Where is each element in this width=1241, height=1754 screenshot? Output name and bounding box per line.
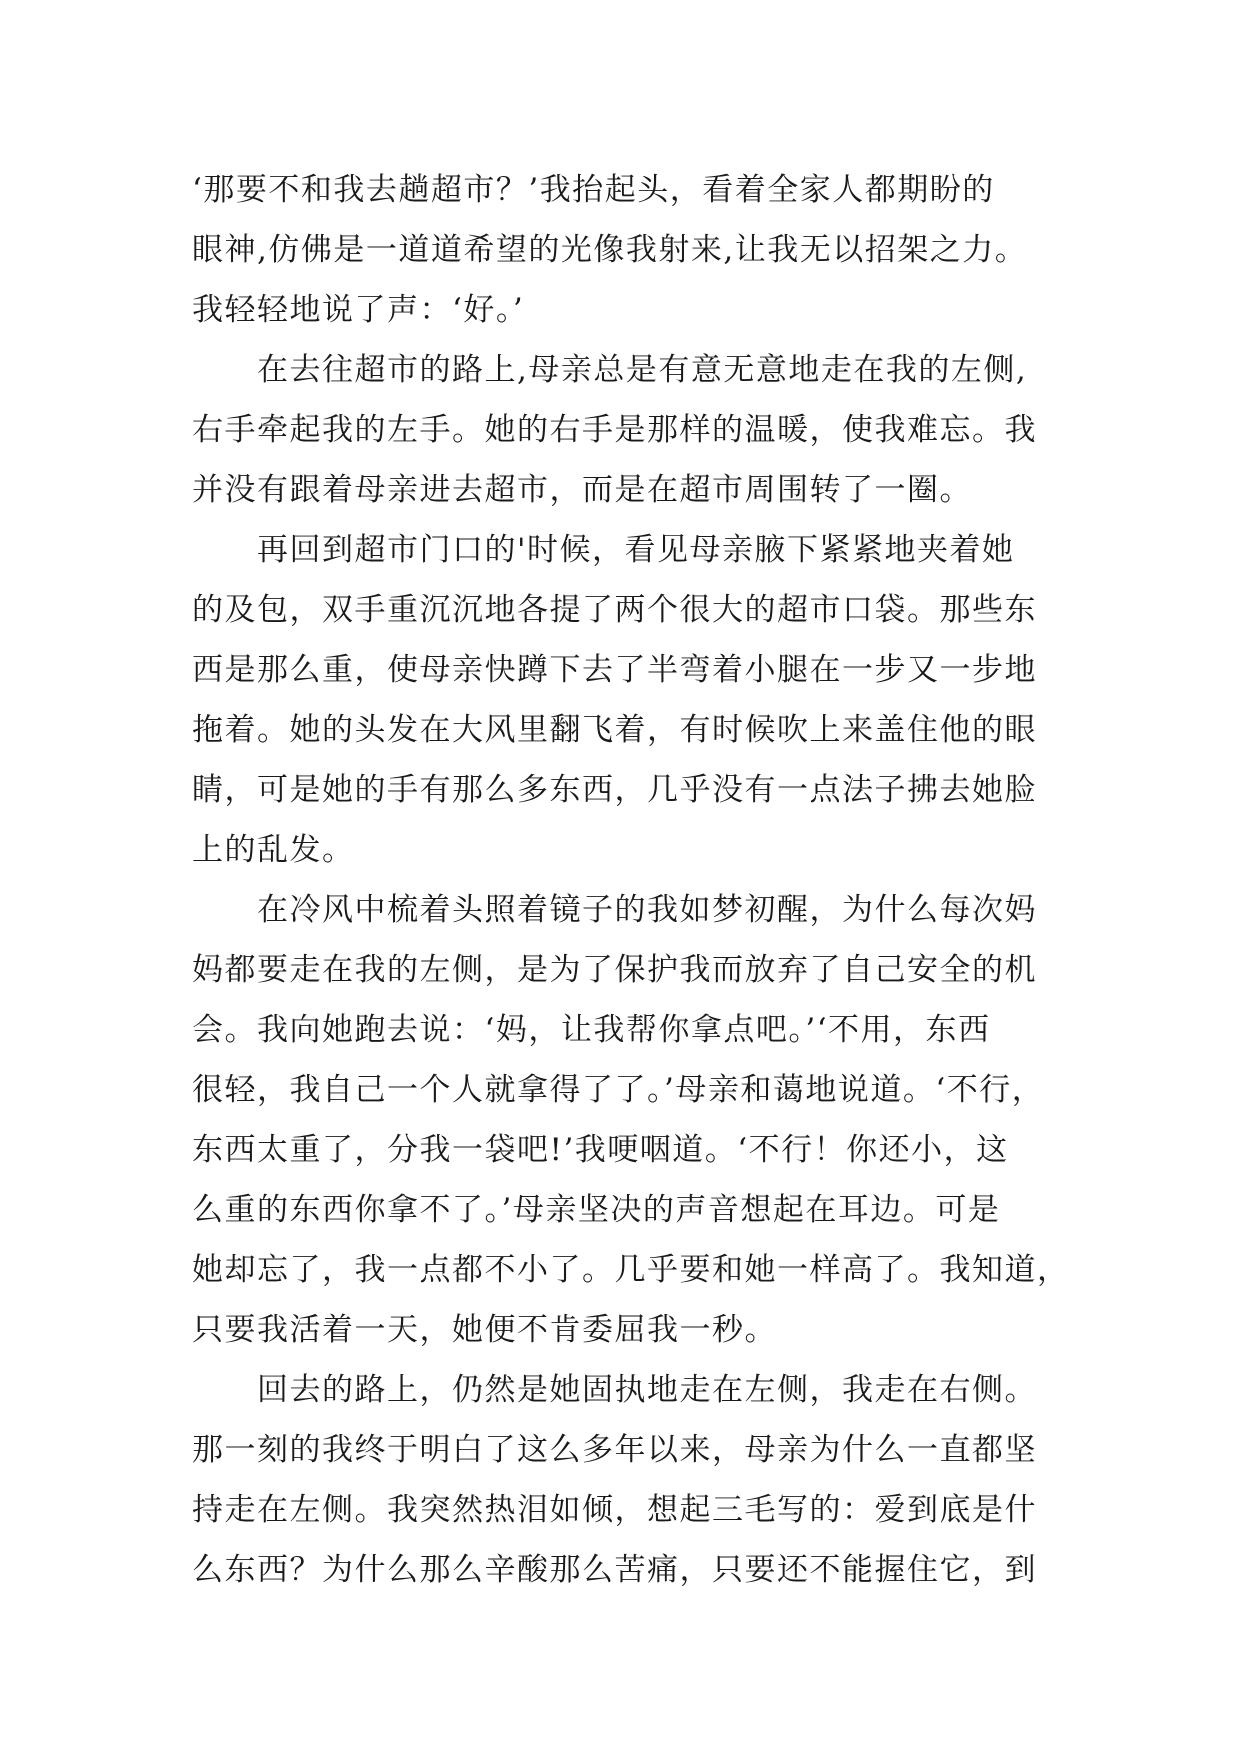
text-line: 持走在左侧。我突然热泪如倾，想起三毛写的：爱到底是什 — [192, 1492, 1037, 1528]
text-line: 拖着。她的头发在大风里翻飞着，有时候吹上来盖住他的眼 — [192, 712, 1037, 748]
text-line: 么重的东西你拿不了。’母亲坚决的声音想起在耳边。可是 — [192, 1192, 1001, 1228]
text-line: 妈都要走在我的左侧，是为了保护我而放弃了自己安全的机 — [192, 952, 1037, 988]
text-line: 再回到超市门口的'时候，看见母亲腋下紧紧地夹着她 — [192, 532, 1015, 568]
text-line: 并没有跟着母亲进去超市，而是在超市周围转了一圈。 — [192, 472, 972, 508]
document-body — [192, 160, 1072, 1600]
text-line: 么东西？为什么那么辛酸那么苦痛，只要还不能握住它，到 — [192, 1552, 1037, 1588]
text-line: 东西太重了，分我一袋吧!’我哽咽道。‘不行！你还小，这 — [192, 1132, 1009, 1168]
text-line: 会。我向她跑去说：‘妈，让我帮你拿点吧。’‘不用，东西 — [192, 1012, 991, 1048]
text-line: 只要我活着一天，她便不肯委屈我一秒。 — [192, 1312, 777, 1348]
text-line: 西是那么重，使母亲快蹲下去了半弯着小腿在一步又一步地 — [192, 652, 1037, 688]
text-line: 的及包，双手重沉沉地各提了两个很大的超市口袋。那些东 — [192, 592, 1037, 628]
text-line: 右手牵起我的左手。她的右手是那样的温暖，使我难忘。我 — [192, 412, 1037, 448]
text-line: 很轻，我自己一个人就拿得了了。’母亲和蔼地说道。‘不行， — [192, 1072, 1045, 1108]
text-line: 回去的路上，仍然是她固执地走在左侧，我走在右侧。 — [192, 1372, 1037, 1408]
text-line: 眼神,仿佛是一道道希望的光像我射来,让我无以招架之力。 — [192, 232, 1028, 268]
text-line: 在去往超市的路上,母亲总是有意无意地走在我的左侧, — [192, 352, 1028, 388]
text-line: 上的乱发。 — [192, 832, 355, 868]
text-line: 在冷风中梳着头照着镜子的我如梦初醒，为什么每次妈 — [192, 892, 1037, 928]
text-line: 我轻轻地说了声：‘好。’ — [192, 292, 525, 328]
text-line: 那一刻的我终于明白了这么多年以来，母亲为什么一直都坚 — [192, 1432, 1037, 1468]
text-line: 她却忘了，我一点都不小了。几乎要和她一样高了。我知道， — [192, 1252, 1070, 1288]
text-line: ‘那要不和我去趟超市？’我抬起头，看着全家人都期盼的 — [192, 172, 995, 208]
text-line: 睛，可是她的手有那么多东西，几乎没有一点法子拂去她脸 — [192, 772, 1037, 808]
